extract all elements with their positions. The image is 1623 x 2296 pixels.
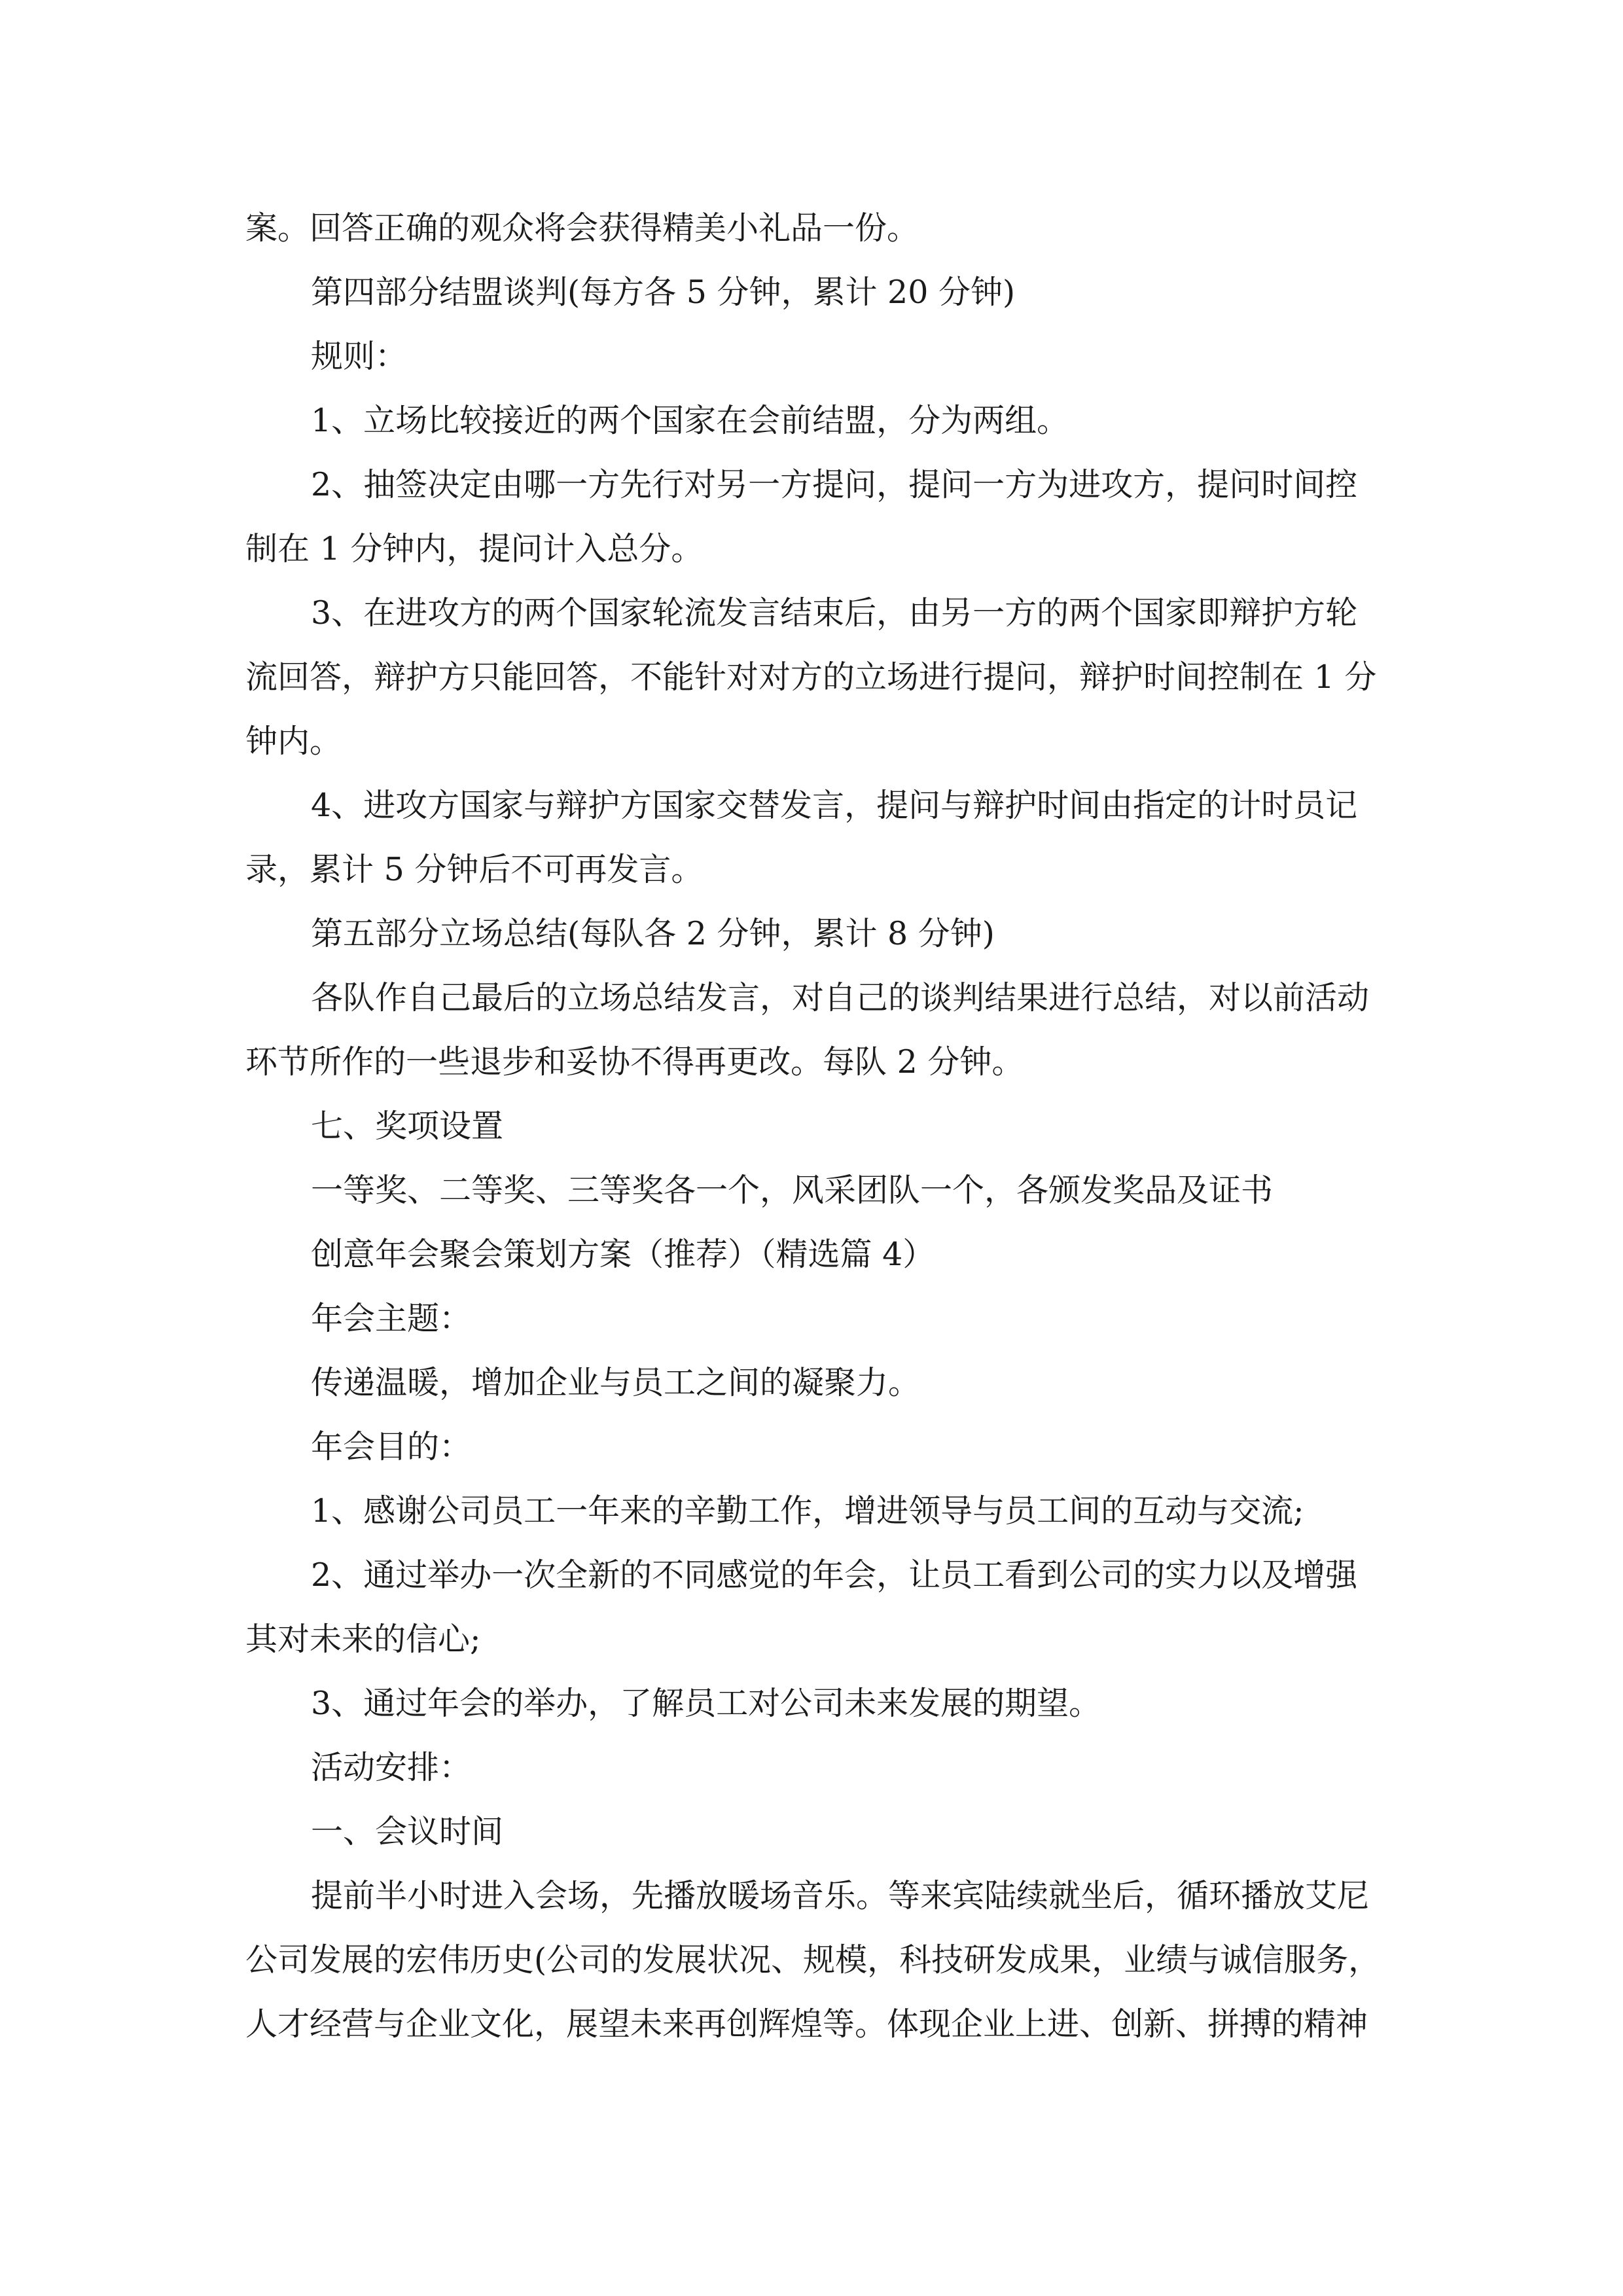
paragraph: 1、感谢公司员工一年来的辛勤工作，增进领导与员工间的互动与交流; bbox=[311, 1492, 1304, 1530]
section-heading: 第四部分结盟谈判(每方各 5 分钟，累计 20 分钟) bbox=[311, 274, 1016, 311]
document-body bbox=[245, 196, 1384, 2056]
paragraph: 4、进攻方国家与辩护方国家交替发言，提问与辩护时间由指定的计时员记录，累计 5 分钟后不可再发言。 bbox=[245, 787, 1358, 888]
paragraph: 3、在进攻方的两个国家轮流发言结束后，由另一方的两个国家即辩护方轮流回答，辩护方只能回答，不能针对对方的立场进行提问，辩护时间控制在 1 分钟内。 bbox=[245, 594, 1377, 760]
paragraph: 一等奖、二等奖、三等奖各一个，风采团队一个，各颁发奖品及证书 bbox=[311, 1172, 1274, 1209]
rules-label: 规则： bbox=[311, 338, 408, 375]
paragraph: 传递温暖，增加企业与员工之间的凝聚力。 bbox=[311, 1364, 921, 1401]
paragraph: 3、通过年会的举办，了解员工对公司未来发展的期望。 bbox=[311, 1685, 1101, 1722]
section-heading: 第五部分立场总结(每队各 2 分钟，累计 8 分钟) bbox=[311, 915, 995, 952]
section-heading: 一、会议时间 bbox=[311, 1813, 504, 1850]
paragraph: 提前半小时进入会场，先播放暖场音乐。等来宾陆续就坐后，循环播放艾尼公司发展的宏伟历史(公司的发展状况、规模，科技研发成果，业绩与诚信服务，人才经营与企业文化，展望未来再创辉煌等。体现企业上进、创新、拼搏的精神 bbox=[245, 1877, 1381, 2043]
section-heading: 七、奖项设置 bbox=[311, 1107, 504, 1145]
section-heading: 年会目的： bbox=[311, 1428, 472, 1465]
article-title: 创意年会聚会策划方案（推荐）（精选篇 4） bbox=[311, 1236, 935, 1273]
section-heading: 年会主题： bbox=[311, 1300, 472, 1337]
paragraph: 案。回答正确的观众将会获得精美小礼品一份。 bbox=[245, 209, 919, 247]
section-heading: 活动安排： bbox=[311, 1749, 472, 1786]
paragraph: 2、通过举办一次全新的不同感觉的年会，让员工看到公司的实力以及增强其对未来的信心; bbox=[245, 1556, 1358, 1658]
paragraph: 1、立场比较接近的两个国家在会前结盟，分为两组。 bbox=[311, 402, 1069, 439]
paragraph: 2、抽签决定由哪一方先行对另一方提问，提问一方为进攻方，提问时间控制在 1 分钟内，提问计入总分。 bbox=[245, 466, 1358, 567]
paragraph: 各队作自己最后的立场总结发言，对自己的谈判结果进行总结，对以前活动环节所作的一些退步和妥协不得再更改。每队 2 分钟。 bbox=[245, 979, 1370, 1081]
